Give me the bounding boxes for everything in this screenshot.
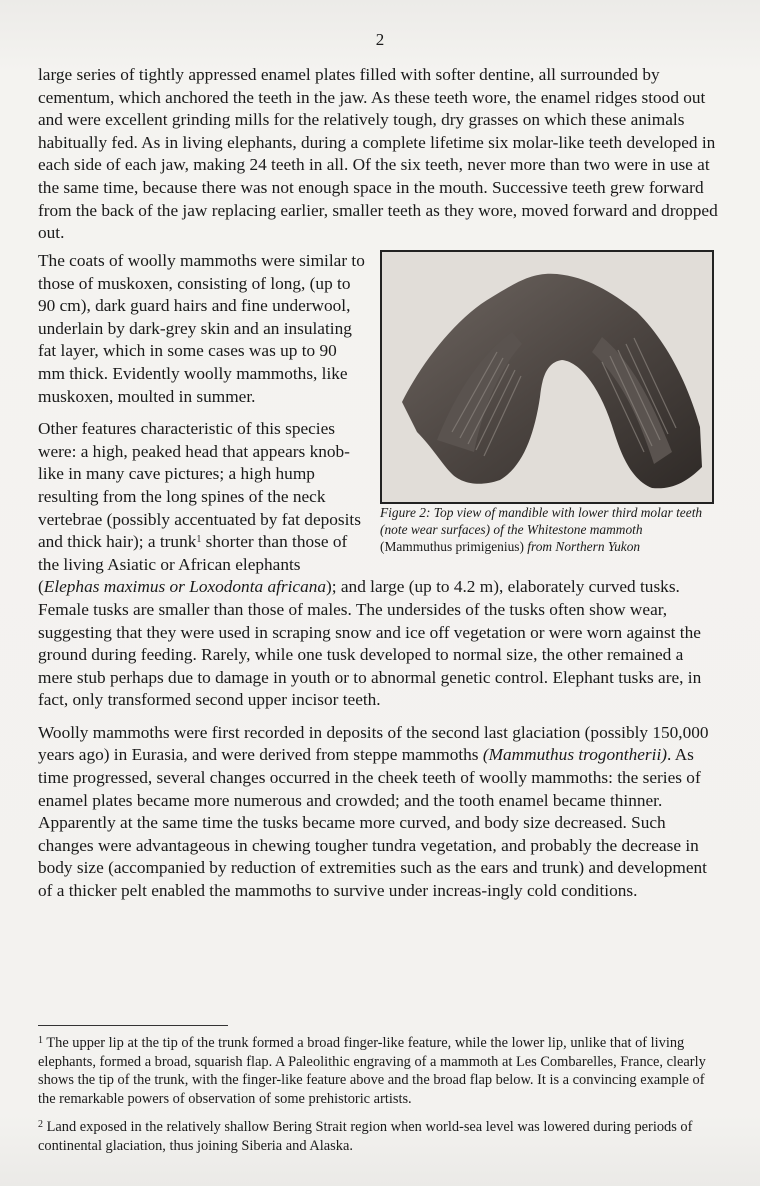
- mandible-image: [382, 252, 712, 502]
- paragraph-features: Other features characteristic of this species were: a high, peaked head that appears knob-like in many cave pictures; a high hump resulting from the long spines of the neck vertebrae (possibly accentuated by fat deposits and thick hair); a trunk$^1$ shorter than those of the living Asiatic or African elephants (Elephas maximus or Loxodonta africana); and large (up to 4.2 m), elaborately curved tusks. Female tusks are smaller than those of males. The undersides of the tusks often show wear, suggesting that they were used in scraping snow and ice off vegetation or were worn against the ground during feeding. Rarely, while one tusk developed to normal size, the other remained a mere stub perhaps due to damage in youth or to abnormal genetic control. Elephant tusks are, in fact, only transformed second upper incisor teeth.: [38, 419, 702, 710]
- footnote-divider: [38, 1025, 228, 1026]
- paragraph-coats: The coats of woolly mammoths were similar to those of muskoxen, consisting of long, (up to 90 cm), dark guard hairs and fine underwool, underlain by dark-grey skin and an insulating fat layer, which in some cases was up to 90 mm thick. Evidently woolly mammoths, like muskoxen, moulted in summer.: [38, 251, 365, 406]
- paragraph-teeth: large series of tightly appressed enamel plates filled with softer dentine, all surrounded by cementum, which anchored the teeth in the jaw. As these teeth wore, the enamel ridges stood out and were excellent grinding mills for the relatively tough, dry grasses on which these animals habitually fed. As in living elephants, during a complete lifetime six molar-like teeth developed in each side of each jaw, making 24 teeth in all. Of the six teeth, never more than two were in use at the same time, because there was not enough space in the mouth. Successive teeth grew forward from the back of the jaw replacing earlier, smaller teeth as they wore, moved forward and dropped out.: [38, 65, 718, 243]
- footnote-2: $^2$ Land exposed in the relatively shallow Bering Strait region when world-sea level was lowered during periods of continental glaciation, thus joining Siberia and Alaska.: [38, 1119, 693, 1154]
- figure-2: [380, 250, 718, 565]
- footnote-1: $^1$ The upper lip at the tip of the trunk formed a broad finger-like feature, while the lower lip, unlike that of living elephants, formed a broad, squarish flap. A Paleolithic engraving of a mammoth at Les Combarelles, France, clearly shows the tip of the trunk, with the finger-like feature above and the broad flap below. It is a convincing example of the remarkable powers of observation of some prehistoric artists.: [38, 1035, 706, 1107]
- mandible-photo: [380, 250, 714, 504]
- figure-caption: Figure 2: Top view of mandible with lower third molar teeth (note wear surfaces) of the Whitestone mammoth (Mammuthus primigenius) from Northern Yukon: [380, 505, 703, 554]
- footnote-ref-1[interactable]: 1: [196, 534, 202, 546]
- page-number: 2: [375, 30, 385, 49]
- paragraph-evolution: Woolly mammoths were first recorded in deposits of the second last glaciation (possibly 150,000 years ago) in Eurasia, and were derived from steppe mammoths (Mammuthus trogontherii). As time progressed, several changes occurred in the cheek teeth of woolly mammoths: the series of enamel plates became more numerous and crowded; and the tooth enamel became thinner. Apparently at the same time the tusks became more curved, and body size decreased. Such changes were advantageous in chewing tougher tundra vegetation, and probably the decrease in body size (accompanied by reduction of extremities such as the ears and trunk) and development of a thicker pelt enabled the mammoths to survive under increas-ingly cold conditions.: [38, 722, 709, 901]
- text-with-figure: [38, 250, 718, 913]
